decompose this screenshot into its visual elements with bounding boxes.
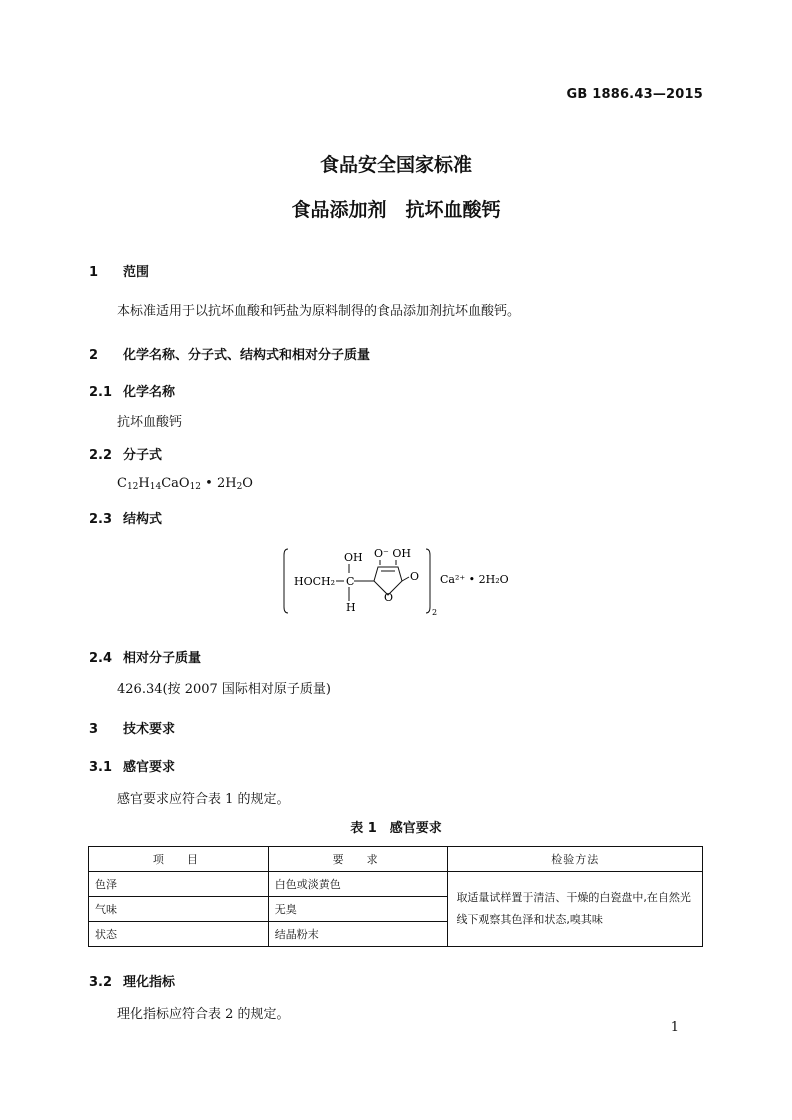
section-number: 2.3	[89, 512, 113, 527]
molecular-formula: $C_{12}H_{14}CaO_{12}$ • $2H_2O$	[117, 476, 253, 492]
section-3-1-text: 感官要求应符合表 1 的规定。	[117, 792, 290, 807]
section-3-heading	[89, 718, 175, 737]
requirement-cell: 无臭	[268, 897, 448, 922]
molecular-weight: 426.34(按 2007 国际相对原子质量)	[117, 682, 331, 697]
section-title: 理化指标	[123, 975, 176, 990]
method-cell: 取适量试样置于清洁、干燥的白瓷盘中,在自然光线下观察其色泽和状态,嗅其味	[448, 872, 703, 947]
section-number: 3.2	[89, 975, 113, 990]
hoch2-label: HOCH₂	[294, 575, 336, 588]
section-title: 技术要求	[123, 722, 176, 737]
item-cell: 状态	[89, 922, 269, 947]
section-title: 化学名称	[123, 385, 176, 400]
bracket-subscript: 2	[432, 608, 438, 617]
sensory-requirements-table	[88, 846, 703, 947]
section-number: 3	[89, 722, 99, 737]
item-cell: 色泽	[89, 872, 269, 897]
section-3-2-heading	[89, 971, 175, 990]
section-title: 分子式	[123, 448, 163, 463]
section-3-2-text: 理化指标应符合表 2 的规定。	[117, 1007, 290, 1022]
section-2-4-heading	[89, 647, 201, 666]
table-1-caption: 表 1 感官要求	[350, 821, 442, 836]
section-2-2-heading	[89, 444, 162, 463]
document-title: 食品安全国家标准	[319, 154, 472, 176]
section-1-heading	[89, 261, 149, 280]
carbonyl-oxygen-label: O	[410, 570, 420, 583]
section-number: 2	[89, 348, 99, 363]
ring-oxygen-label: O	[384, 591, 394, 604]
section-2-1-heading	[89, 381, 175, 400]
o-minus-oh-label: O⁻ OH	[374, 547, 411, 560]
section-title: 化学名称、分子式、结构式和相对分子质量	[123, 348, 371, 363]
hydrogen-label: H	[346, 601, 356, 614]
oh-label: OH	[344, 551, 363, 564]
section-number: 3.1	[89, 760, 113, 775]
item-cell: 气味	[89, 897, 269, 922]
chemical-name: 抗坏血酸钙	[117, 415, 183, 430]
section-3-1-heading	[89, 756, 175, 775]
section-number: 2.1	[89, 385, 113, 400]
document-subtitle: 食品添加剂 抗坏血酸钙	[291, 199, 501, 221]
section-number: 1	[89, 265, 99, 280]
section-title: 相对分子质量	[123, 651, 202, 666]
table-row	[89, 872, 703, 897]
structural-formula	[282, 543, 522, 623]
column-header-item: 项 目	[89, 847, 269, 872]
section-number: 2.2	[89, 448, 113, 463]
requirement-cell: 结晶粉末	[268, 922, 448, 947]
section-number: 2.4	[89, 651, 113, 666]
page-number: 1	[670, 1020, 679, 1035]
column-header-requirement: 要 求	[268, 847, 448, 872]
requirement-cell: 白色或淡黄色	[268, 872, 448, 897]
section-2-3-heading	[89, 508, 162, 527]
section-2-heading	[89, 344, 370, 363]
carbon-label: C	[346, 575, 355, 588]
section-title: 结构式	[123, 512, 163, 527]
table-header-row	[89, 847, 703, 872]
section-title: 范围	[123, 265, 150, 280]
standard-code: GB 1886.43—2015	[566, 87, 703, 102]
column-header-method: 检验方法	[448, 847, 703, 872]
cation-label: Ca²⁺ • 2H₂O	[440, 573, 509, 586]
section-1-text: 本标准适用于以抗坏血酸和钙盐为原料制得的食品添加剂抗坏血酸钙。	[117, 304, 521, 319]
section-title: 感官要求	[123, 760, 176, 775]
